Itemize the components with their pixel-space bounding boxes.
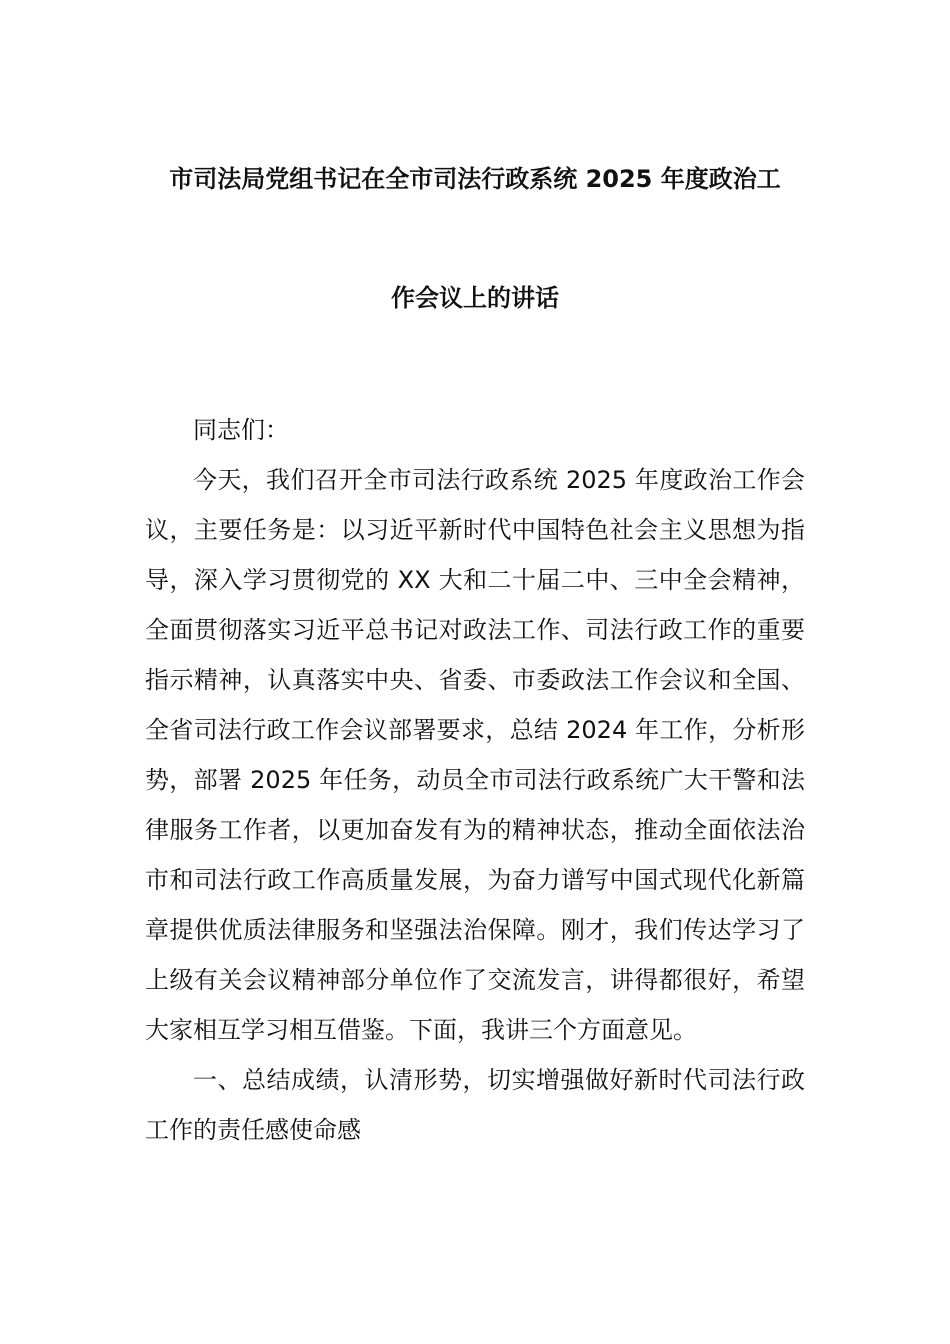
document-body: [145, 405, 805, 1155]
document-title-line-1: 市司法局党组书记在全市司法行政系统 2025 年度政治工: [169, 165, 781, 193]
document-title-line-2: 作会议上的讲话: [391, 284, 559, 312]
salutation: 同志们：: [193, 416, 289, 444]
section-heading-1: 一、总结成绩，认清形势，切实增强做好新时代司法行政工作的责任感使命感: [145, 1066, 805, 1144]
opening-paragraph: 今天，我们召开全市司法行政系统 2025 年度政治工作会议，主要任务是：以习近平新时代中国特色社会主义思想为指导，深入学习贯彻党的 XX 大和二十届二中、三中全会精神，全面贯彻落实习近平总书记对政法工作、司法行政工作的重要指示精神，认真落实中央、省委、市委政法工作会议和全国、全省司法行政工作会议部署要求，总结 2024 年工作，分析形势，部署 2025 年任务，动员全市司法行政系统广大干警和法律服务工作者，以更加奋发有为的精神状态，推动全面依法治市和司法行政工作高质量发展，为奋力谱写中国式现代化新篇章提供优质法律服务和坚强法治保障。刚才，我们传达学习了上级有关会议精神部分单位作了交流发言，讲得都很好，希望大家相互学习相互借鉴。下面，我讲三个方面意见。: [145, 466, 805, 1044]
